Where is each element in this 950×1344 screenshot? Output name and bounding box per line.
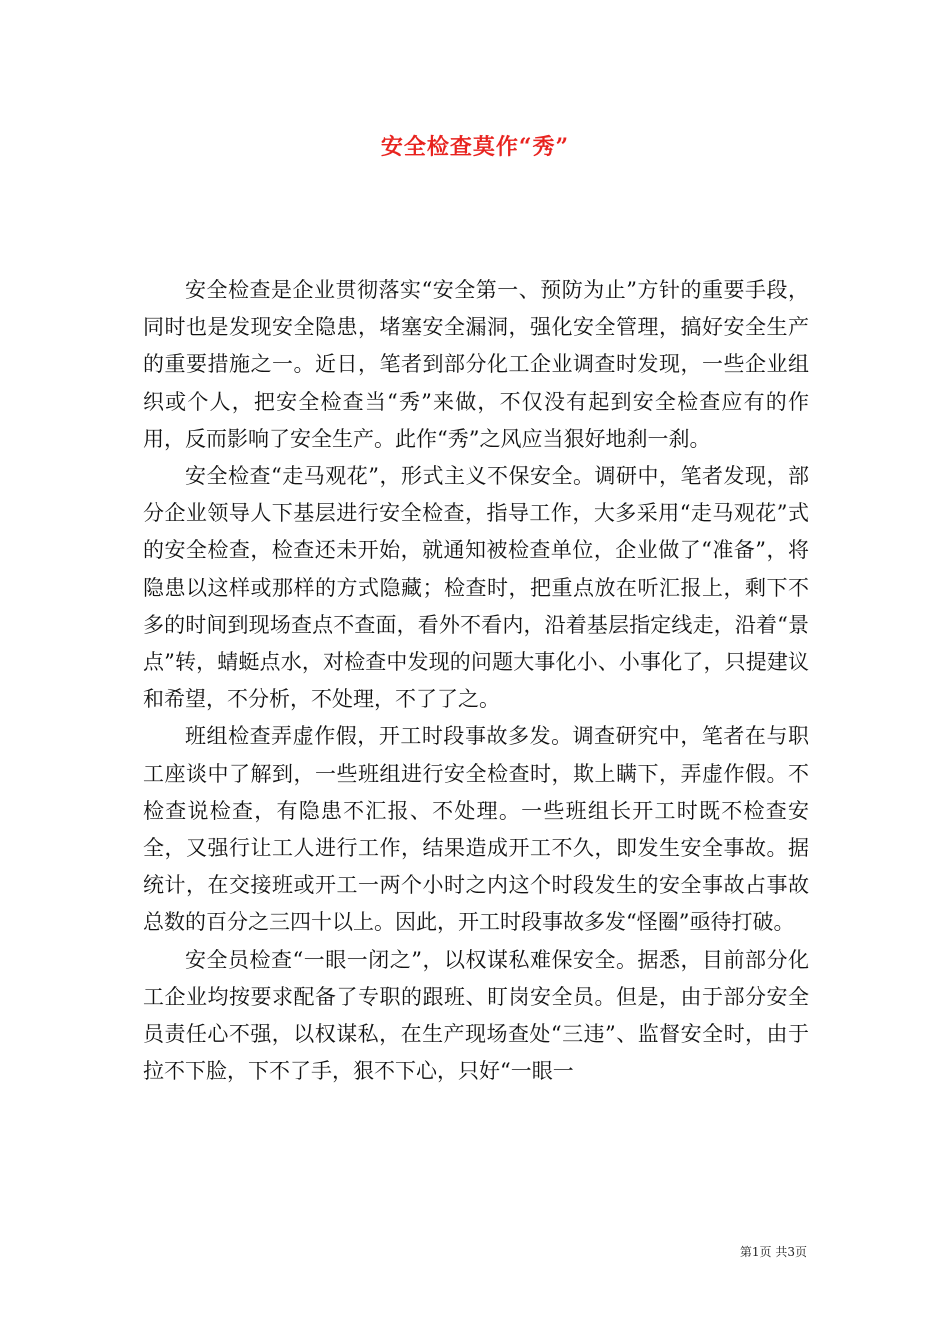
document-body	[143, 272, 809, 1090]
paragraph: 安全员检查“一眼一闭之”，以权谋私难保安全。据悉，目前部分化工企业均按要求配备了专职的跟班、盯岗安全员。但是，由于部分安全员责任心不强，以权谋私，在生产现场查处“三违”、监督安全时，由于拉不下脸，下不了手，狠不下心，只好“一眼一	[143, 947, 809, 1084]
paragraph: 班组检查弄虚作假，开工时段事故多发。调查研究中，笔者在与职工座谈中了解到，一些班组进行安全检查时，欺上瞒下，弄虚作假。不检查说检查，有隐患不汇报、不处理。一些班组长开工时既不检查安全，又强行让工人进行工作，结果造成开工不久，即发生安全事故。据统计，在交接班或开工一两个小时之内这个时段发生的安全事故占事故总数的百分之三四十以上。因此，开工时段事故多发“怪圈”亟待打破。	[143, 724, 809, 935]
document-title: 安全检查莫作“秀”	[380, 134, 570, 160]
paragraph: 安全检查是企业贯彻落实“安全第一、预防为止”方针的重要手段，同时也是发现安全隐患，堵塞安全漏洞，强化安全管理，搞好安全生产的重要措施之一。近日，笔者到部分化工企业调查时发现，一些企业组织或个人，把安全检查当“秀”来做，不仅没有起到安全检查应有的作用，反而影响了安全生产。此作“秀”之风应当狠好地刹一刹。	[143, 278, 809, 451]
paragraph: 安全检查“走马观花”，形式主义不保安全。调研中，笔者发现，部分企业领导人下基层进行安全检查，指导工作，大多采用“走马观花”式的安全检查，检查还未开始，就通知被检查单位，企业做了“准备”，将隐患以这样或那样的方式隐藏；检查时，把重点放在听汇报上，剩下不多的时间到现场查点不查面，看外不看内，沿着基层指定线走，沿着“景点”转，蜻蜓点水，对检查中发现的问题大事化小、小事化了，只提建议和希望，不分析，不处理，不了了之。	[143, 464, 809, 712]
page-number-footer: 第1页 共3页	[739, 1245, 807, 1259]
